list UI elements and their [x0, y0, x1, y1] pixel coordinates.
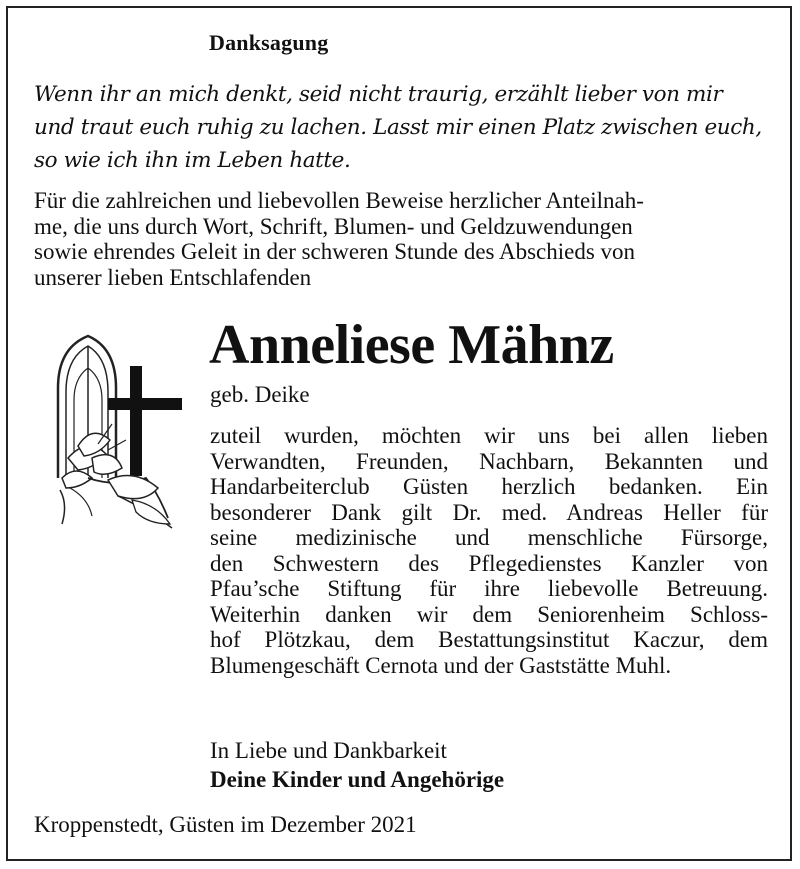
thanks-paragraph	[210, 423, 768, 678]
cross-lily-window-icon	[48, 328, 188, 538]
intro-line: Für die zahlreichen und liebevollen Beweise herzlicher Anteilnah-	[34, 188, 644, 213]
closing-phrase: In Liebe und Dankbarkeit	[210, 738, 447, 763]
thanks-line: Verwandten, Freunden, Nachbarn, Bekannten und	[210, 448, 768, 474]
thanks-line: hof Plötzkau, dem Bestattungsinstitut Kaczur, dem	[210, 627, 768, 652]
thanks-line: seine medizinische und menschliche Fürsorge,	[210, 525, 768, 550]
poem	[34, 78, 774, 177]
thanks-line: Pfau’sche Stiftung für ihre liebevolle Betreuung.	[210, 576, 768, 601]
intro-line: unserer lieben Entschlafenden	[34, 264, 312, 290]
intro-paragraph	[34, 188, 768, 290]
thanks-line: Blumengeschäft Cernota und der Gaststätte Muhl.	[210, 652, 672, 678]
notice-heading: Danksagung	[209, 30, 329, 55]
closing	[210, 736, 504, 794]
thanks-line: zuteil wurden, möchten wir uns bei allen lieben	[210, 423, 768, 448]
thanks-line: Weiterhin danken wir dem Seniorenheim Schloss-	[210, 601, 768, 627]
intro-line: me, die uns durch Wort, Schrift, Blumen- und Geldzuwendungen	[34, 213, 633, 239]
thanks-line: Handarbeiterclub Güsten herzlich bedanken. Ein	[210, 474, 768, 499]
thanks-line: den Schwestern des Pflegedienstes Kanzler von	[210, 550, 768, 576]
signature: Deine Kinder und Angehörige	[210, 767, 505, 792]
poem-line: so wie ich ihn im Leben hatte.	[34, 148, 351, 173]
poem-line: und traut euch ruhig zu lachen. Lasst mir einen Platz zwischen euch,	[34, 115, 762, 140]
place-date: Kroppenstedt, Güsten im Dezember 2021	[34, 812, 417, 837]
poem-line: Wenn ihr an mich denkt, seid nicht traurig, erzählt lieber von mir	[34, 82, 723, 107]
thanks-line: besonderer Dank gilt Dr. med. Andreas Heller für	[210, 499, 768, 525]
intro-line: sowie ehrendes Geleit in der schweren Stunde des Abschieds von	[34, 239, 636, 264]
deceased-name: Anneliese Mähnz	[209, 314, 614, 376]
maiden-name: geb. Deike	[210, 382, 310, 407]
